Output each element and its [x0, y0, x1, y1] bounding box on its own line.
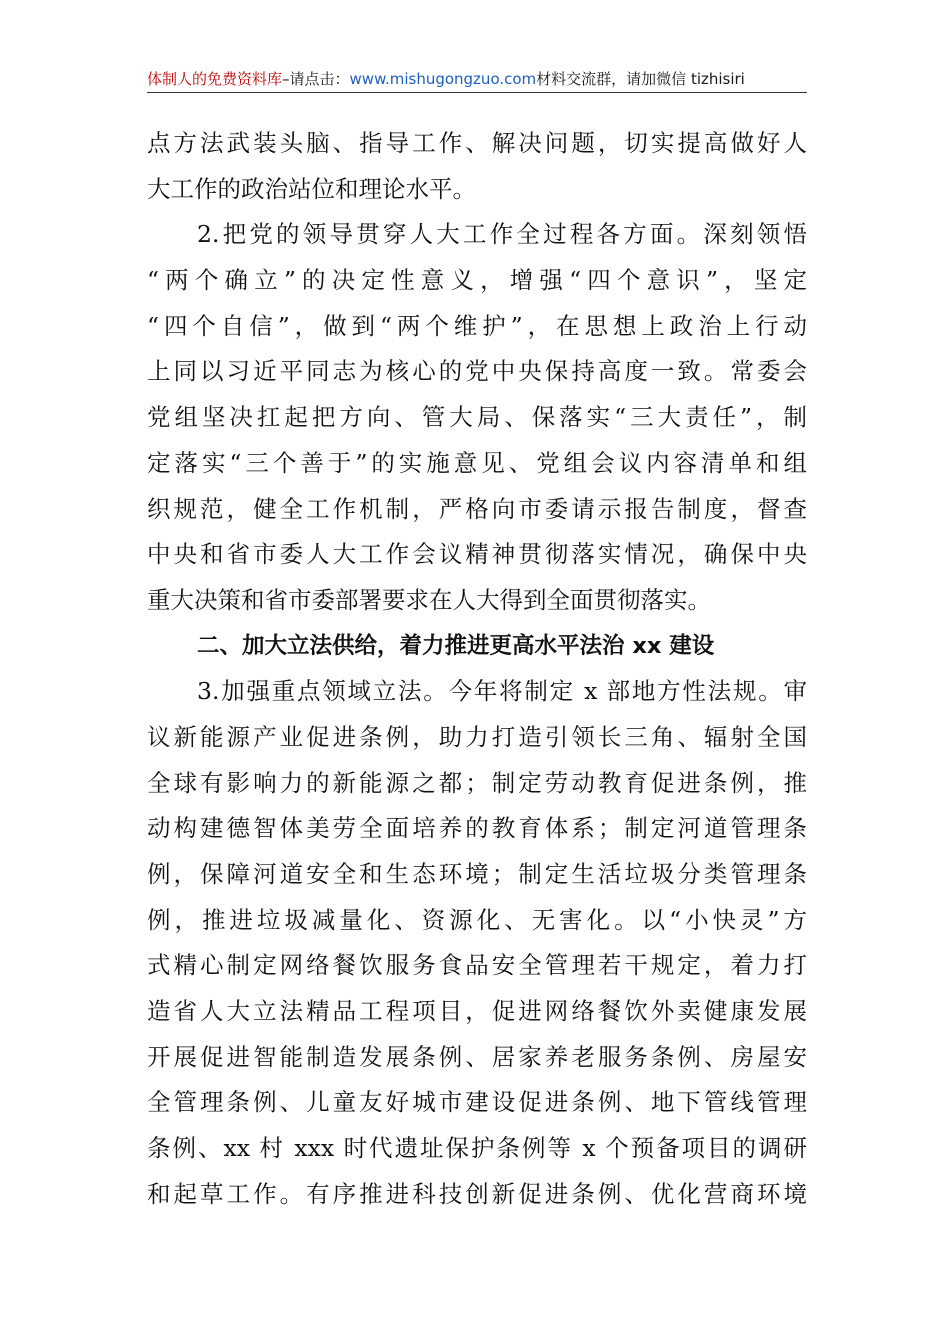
text-line: 上同以习近平同志为核心的党中央保持高度一致。常委会 — [147, 357, 807, 386]
text-line: 和起草工作。有序推进科技创新促进条例、优化营商环境 — [147, 1179, 807, 1208]
paragraph-start: 3.加强重点领域立法。今年将制定 x 部地方性法规。审 — [197, 677, 807, 706]
text-line: 例，推进垃圾减量化、资源化、无害化。以“小快灵”方 — [147, 905, 807, 934]
header-contact: 材料交流群，请加微信 tizhisiri — [536, 70, 745, 88]
text-line: 条例、xx 村 xxx 时代遗址保护条例等 x 个预备项目的调研 — [147, 1134, 807, 1163]
document-body — [147, 121, 807, 1218]
text-line: 式精心制定网络餐饮服务食品安全管理若干规定，着力打 — [147, 951, 807, 980]
text-line: 中央和省市委人大工作会议精神贯彻落实情况，确保中央 — [147, 540, 807, 569]
text-line: 织规范，健全工作机制，严格向市委请示报告制度，督查 — [147, 494, 807, 523]
header-prompt: –请点击： — [282, 70, 350, 88]
text-line: 党组坚决扛起把方向、管大局、保落实“三大责任”，制 — [147, 403, 807, 432]
header-brand-link[interactable]: 体制人的免费资料库 — [147, 70, 283, 88]
text-line: “四个自信”，做到“两个维护”，在思想上政治上行动 — [147, 311, 807, 340]
text-line: 开展促进智能制造发展条例、居家养老服务条例、房屋安 — [147, 1042, 807, 1071]
paragraph-start: 2.把党的领导贯穿人大工作全过程各方面。深刻领悟 — [197, 220, 807, 249]
text-line: 重大决策和省市委部署要求在人大得到全面贯彻落实。 — [147, 585, 711, 614]
text-line: 点方法武装头脑、指导工作、解决问题，切实提高做好人 — [147, 129, 807, 157]
text-line: 全管理条例、儿童友好城市建设促进条例、地下管线管理 — [147, 1088, 807, 1117]
text-line: 大工作的政治站位和理论水平。 — [147, 174, 476, 203]
text-line: 定落实“三个善于”的实施意见、党组会议内容清单和组 — [147, 448, 807, 477]
text-line: 议新能源产业促进条例，助力打造引领长三角、辐射全国 — [147, 722, 807, 751]
section-heading: 二、加大立法供给，着力推进更高水平法治 xx 建设 — [197, 632, 715, 659]
header-url-link[interactable]: www.mishugongzuo.com — [349, 70, 537, 88]
text-line: 造省人大立法精品工程项目，促进网络餐饮外卖健康发展 — [147, 997, 807, 1026]
text-line: 动构建德智体美劳全面培养的教育体系；制定河道管理条 — [147, 814, 807, 843]
page-header — [147, 66, 807, 93]
text-line: 全球有影响力的新能源之都；制定劳动教育促进条例，推 — [147, 768, 807, 797]
text-line: 例，保障河道安全和生态环境；制定生活垃圾分类管理条 — [147, 860, 807, 888]
text-line: “两个确立”的决定性意义，增强“四个意识”，坚定 — [147, 266, 807, 295]
